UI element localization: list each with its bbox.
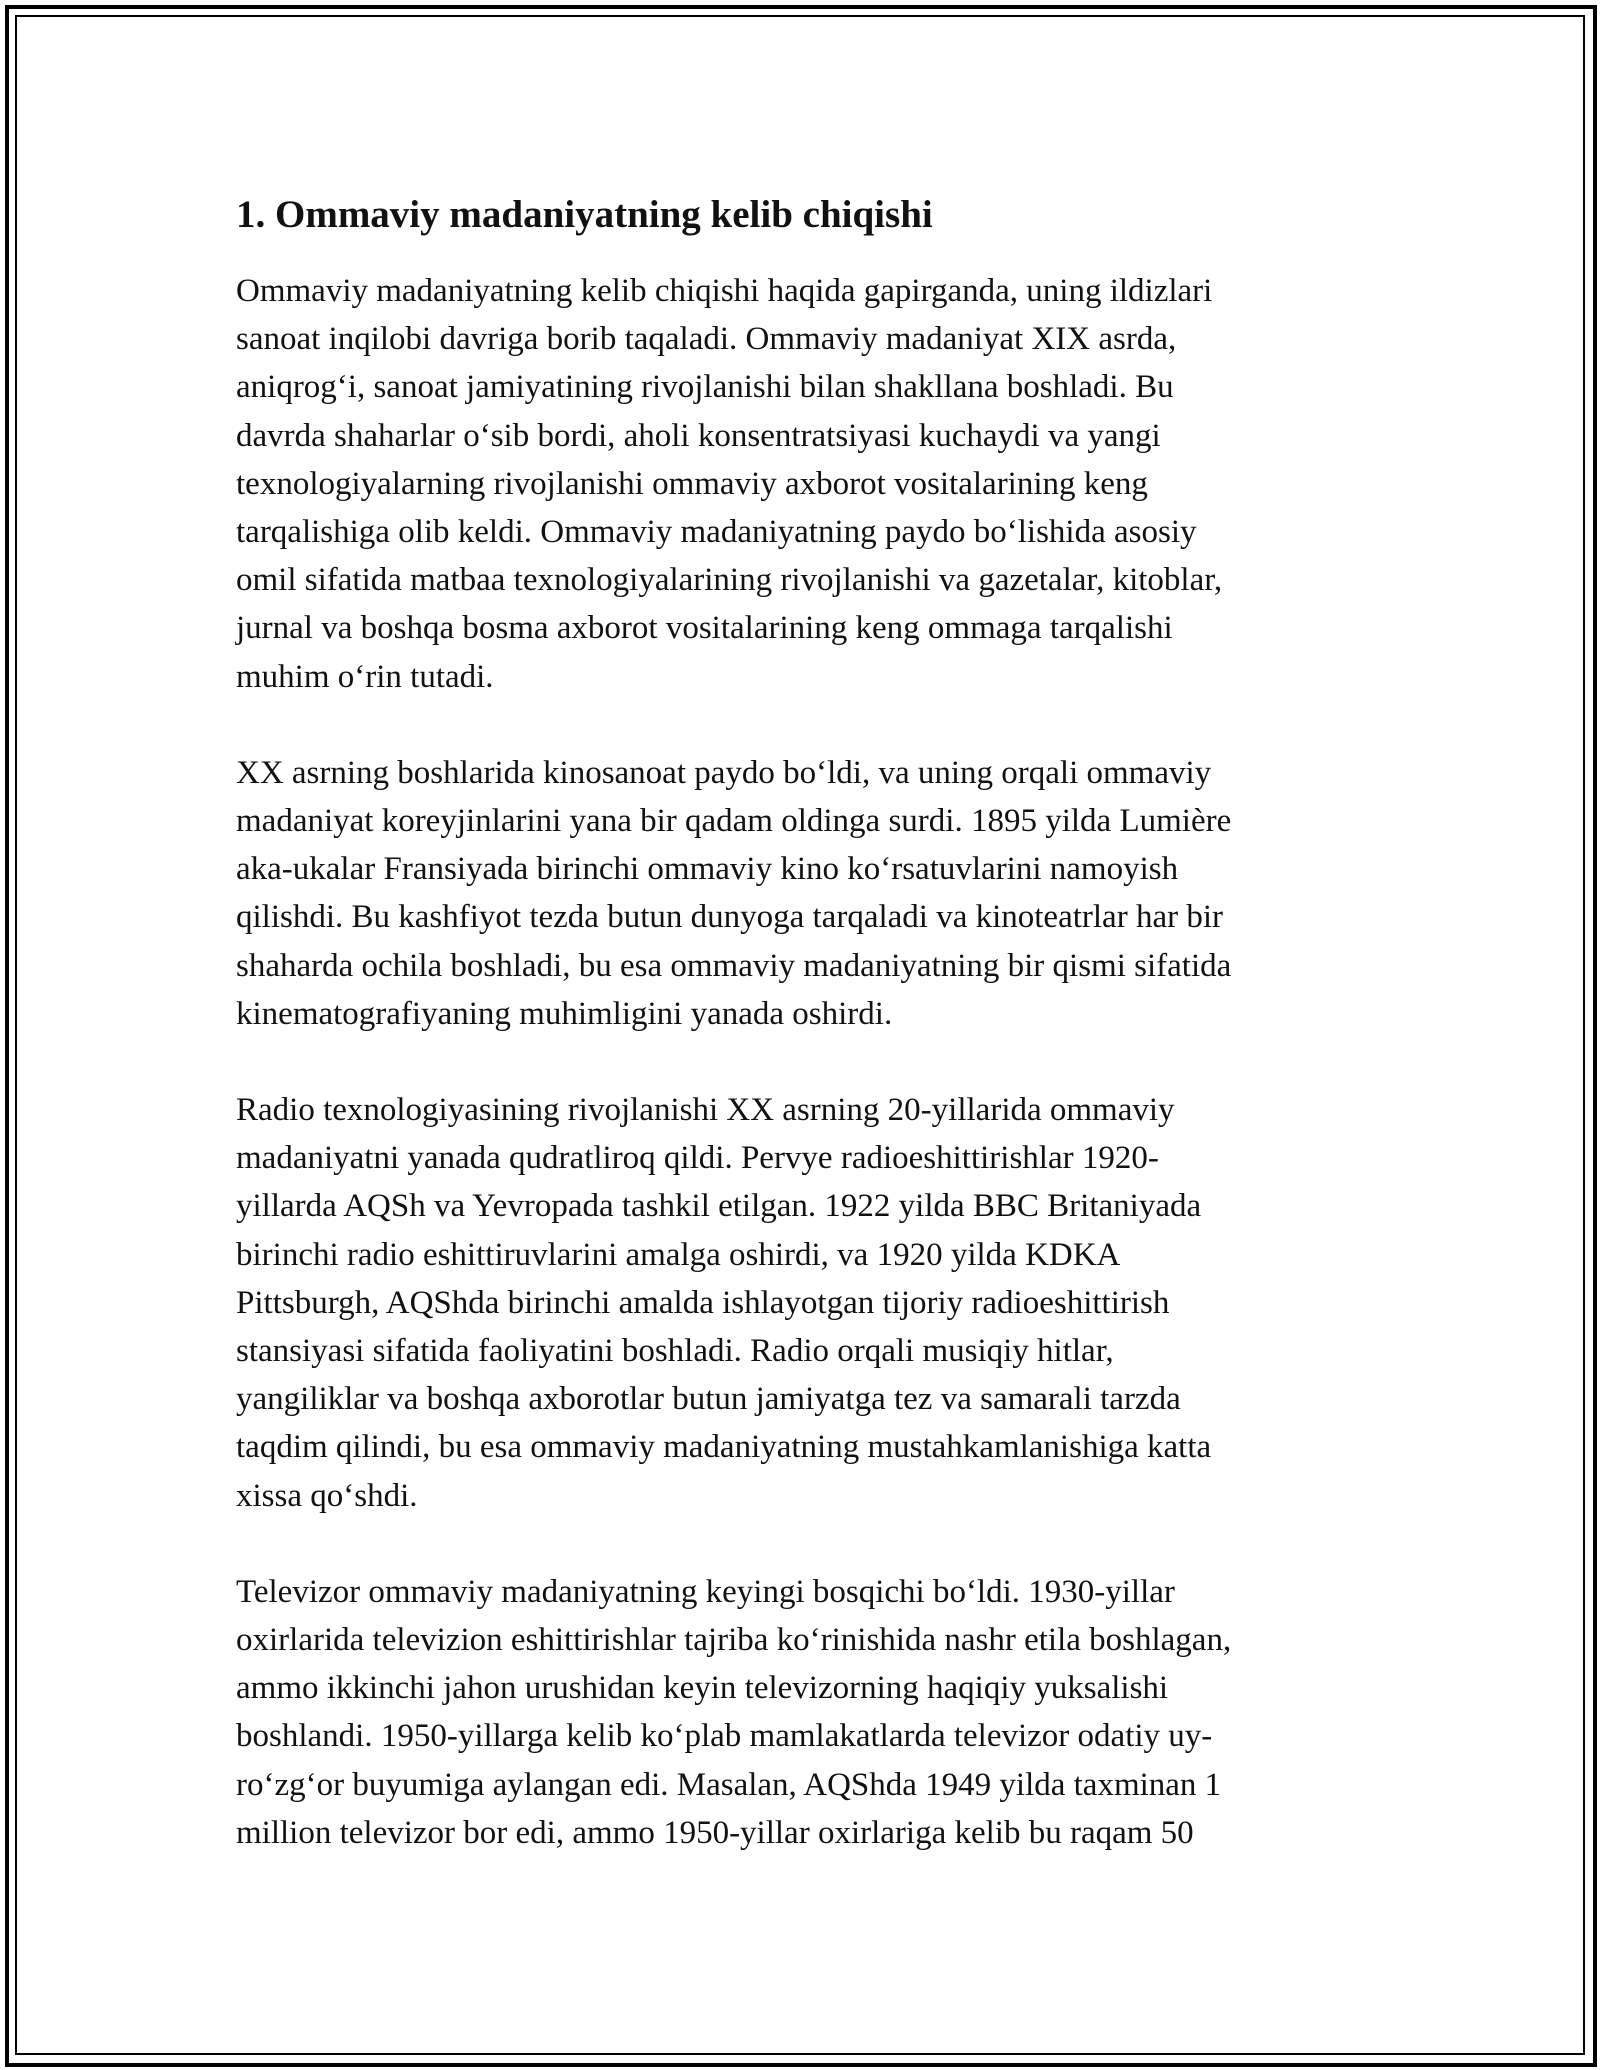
text-line: boshlandi. 1950-yillarga kelib ko‘plab mamlakatlarda televizor odatiy uy-	[236, 1718, 1213, 1755]
text-line: yillarda AQSh va Yevropada tashkil etilgan. 1922 yilda BBC Britaniyada	[236, 1188, 1202, 1225]
text-line: Televizor ommaviy madaniyatning keyingi bosqichi bo‘ldi. 1930-yillar	[236, 1573, 1175, 1610]
text-line: kinematografiyaning muhimligini yanada oshirdi.	[236, 995, 893, 1032]
text-line: aka-ukalar Fransiyada birinchi ommaviy kino ko‘rsatuvlarini namoyish	[236, 851, 1179, 888]
text-line: davrda shaharlar o‘sib bordi, aholi konsentratsiyasi kuchaydi va yangi	[236, 417, 1161, 454]
section-heading: 1. Ommaviy madaniyatning kelib chiqishi	[236, 193, 933, 236]
text-line: XX asrning boshlarida kinosanoat paydo bo‘ldi, va uning orqali ommaviy	[236, 754, 1212, 791]
text-line: million televizor bor edi, ammo 1950-yillar oxirlariga kelib bu raqam 50	[236, 1814, 1194, 1851]
text-line: omil sifatida matbaa texnologiyalarining rivojlanishi va gazetalar, kitoblar,	[236, 562, 1223, 599]
text-line: jurnal va boshqa bosma axborot vositalarining keng ommaga tarqalishi	[236, 610, 1173, 647]
text-line: Radio texnologiyasining rivojlanishi XX asrning 20-yillarida ommaviy	[236, 1092, 1175, 1129]
text-line: Ommaviy madaniyatning kelib chiqishi haqida gapirganda, uning ildizlari	[236, 273, 1213, 309]
text-line: tarqalishiga olib keldi. Ommaviy madaniyatning paydo bo‘lishida asosiy	[236, 514, 1197, 551]
text-line: texnologiyalarning rivojlanishi ommaviy axborot vositalarining keng	[236, 465, 1148, 502]
text-line: xissa qo‘shdi.	[236, 1477, 418, 1514]
text-line: oxirlarida televizion eshittirishlar tajriba ko‘rinishida nashr etila boshlagan,	[236, 1622, 1232, 1659]
text-line: ammo ikkinchi jahon urushidan keyin televizorning haqiqiy yuksalishi	[236, 1670, 1169, 1707]
text-line: madaniyatni yanada qudratliroq qildi. Pervye radioeshittirishlar 1920-	[236, 1140, 1159, 1177]
text-line: yangiliklar va boshqa axborotlar butun jamiyatga tez va samarali tarzda	[236, 1381, 1181, 1418]
text-line: Pittsburgh, AQShda birinchi amalda ishlayotgan tijoriy radioeshittirish	[236, 1284, 1170, 1321]
text-line: shaharda ochila boshladi, bu esa ommaviy madaniyatning bir qismi sifatida	[236, 947, 1232, 984]
paragraph-cinema	[236, 749, 1366, 1038]
text-line: sanoat inqilobi davriga borib taqaladi. Ommaviy madaniyat XIX asrda,	[236, 321, 1177, 358]
text-line: stansiyasi sifatida faoliyatini boshladi. Radio orqali musiqiy hitlar,	[236, 1333, 1114, 1370]
text-line: muhim o‘rin tutadi.	[236, 658, 494, 695]
document-body	[236, 183, 1366, 1905]
text-line: madaniyat koreyjinlarini yana bir qadam oldinga surdi. 1895 yilda Lumière	[236, 803, 1232, 840]
text-line: birinchi radio eshittiruvlarini amalga oshirdi, va 1920 yilda KDKA	[236, 1236, 1121, 1273]
text-line: ro‘zg‘or buyumiga aylangan edi. Masalan, AQShda 1949 yilda taxminan 1	[236, 1766, 1222, 1803]
text-line: taqdim qilindi, bu esa ommaviy madaniyatning mustahkamlanishiga katta	[236, 1429, 1212, 1466]
paragraph-origins	[236, 267, 1366, 701]
paragraph-television	[236, 1568, 1366, 1857]
text-line: qilishdi. Bu kashfiyot tezda butun dunyoga tarqaladi va kinoteatrlar har bir	[236, 899, 1223, 936]
text-line: aniqrog‘i, sanoat jamiyatining rivojlanishi bilan shakllana boshladi. Bu	[236, 369, 1174, 406]
paragraph-radio	[236, 1086, 1366, 1520]
